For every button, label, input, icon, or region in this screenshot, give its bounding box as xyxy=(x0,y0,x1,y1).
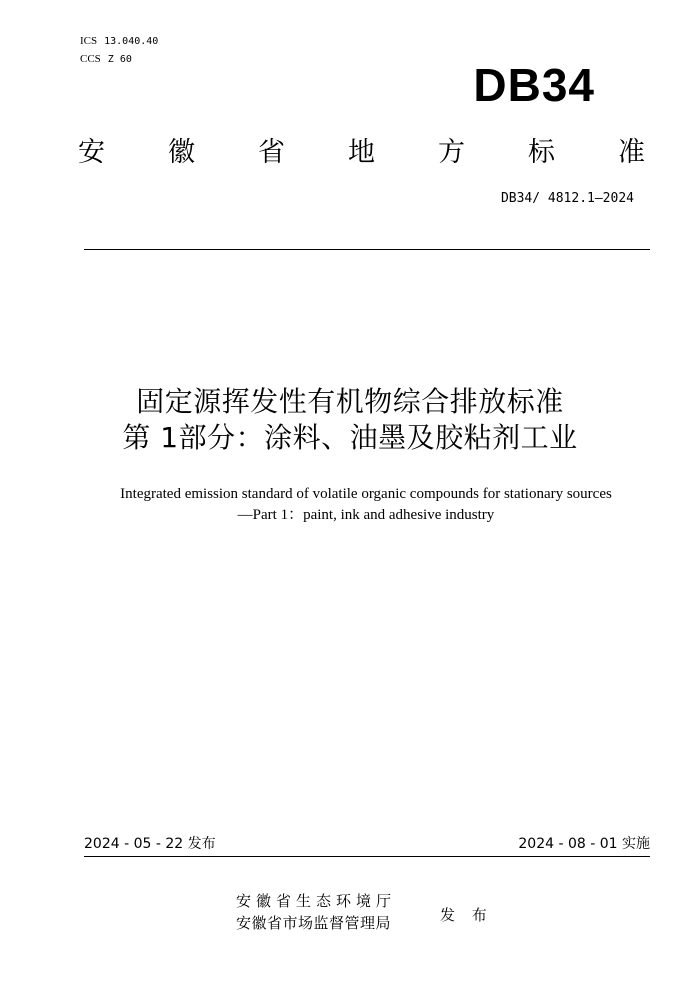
chinese-title-line-1: 固定源挥发性有机物综合排放标准 xyxy=(136,385,564,418)
header-divider xyxy=(84,249,650,250)
ccs-label: CCS xyxy=(80,53,101,65)
standard-type-char: 徽 xyxy=(168,137,195,168)
standard-type-char: 省 xyxy=(258,137,285,168)
ccs-code xyxy=(80,53,132,66)
ics-code xyxy=(80,35,158,48)
standard-type-char: 地 xyxy=(348,137,375,168)
ics-value: 13.040.40 xyxy=(104,36,159,47)
standard-number: DB34/ 4812.1—2024 xyxy=(500,191,634,206)
english-title-line-2: —Part 1：paint, ink and adhesive industry xyxy=(237,507,495,523)
issuer-ecology-department: 安徽省生态环境厅 xyxy=(236,892,397,910)
issue-date: 2024 - 05 - 22 发布 xyxy=(84,836,216,852)
ccs-value: Z 60 xyxy=(107,54,132,65)
footer-divider xyxy=(84,856,650,857)
ics-label: ICS xyxy=(80,35,98,47)
db34-logo: DB34 xyxy=(473,59,595,111)
publish-label: 发 布 xyxy=(440,906,493,924)
english-title-line-1: Integrated emission standard of volatile organic compounds for stationary sources xyxy=(120,486,612,502)
implementation-date: 2024 - 08 - 01 实施 xyxy=(518,836,650,852)
chinese-title-line-2: 第 1部分：涂料、油墨及胶粘剂工业 xyxy=(122,421,578,454)
standard-type-char: 准 xyxy=(618,137,645,168)
standard-type-char: 方 xyxy=(438,137,465,168)
standard-type-char: 标 xyxy=(528,137,555,168)
standard-type-heading xyxy=(78,136,645,170)
standard-type-char: 安 xyxy=(78,137,105,168)
issuer-market-regulation-bureau: 安徽省市场监督管理局 xyxy=(236,914,392,932)
